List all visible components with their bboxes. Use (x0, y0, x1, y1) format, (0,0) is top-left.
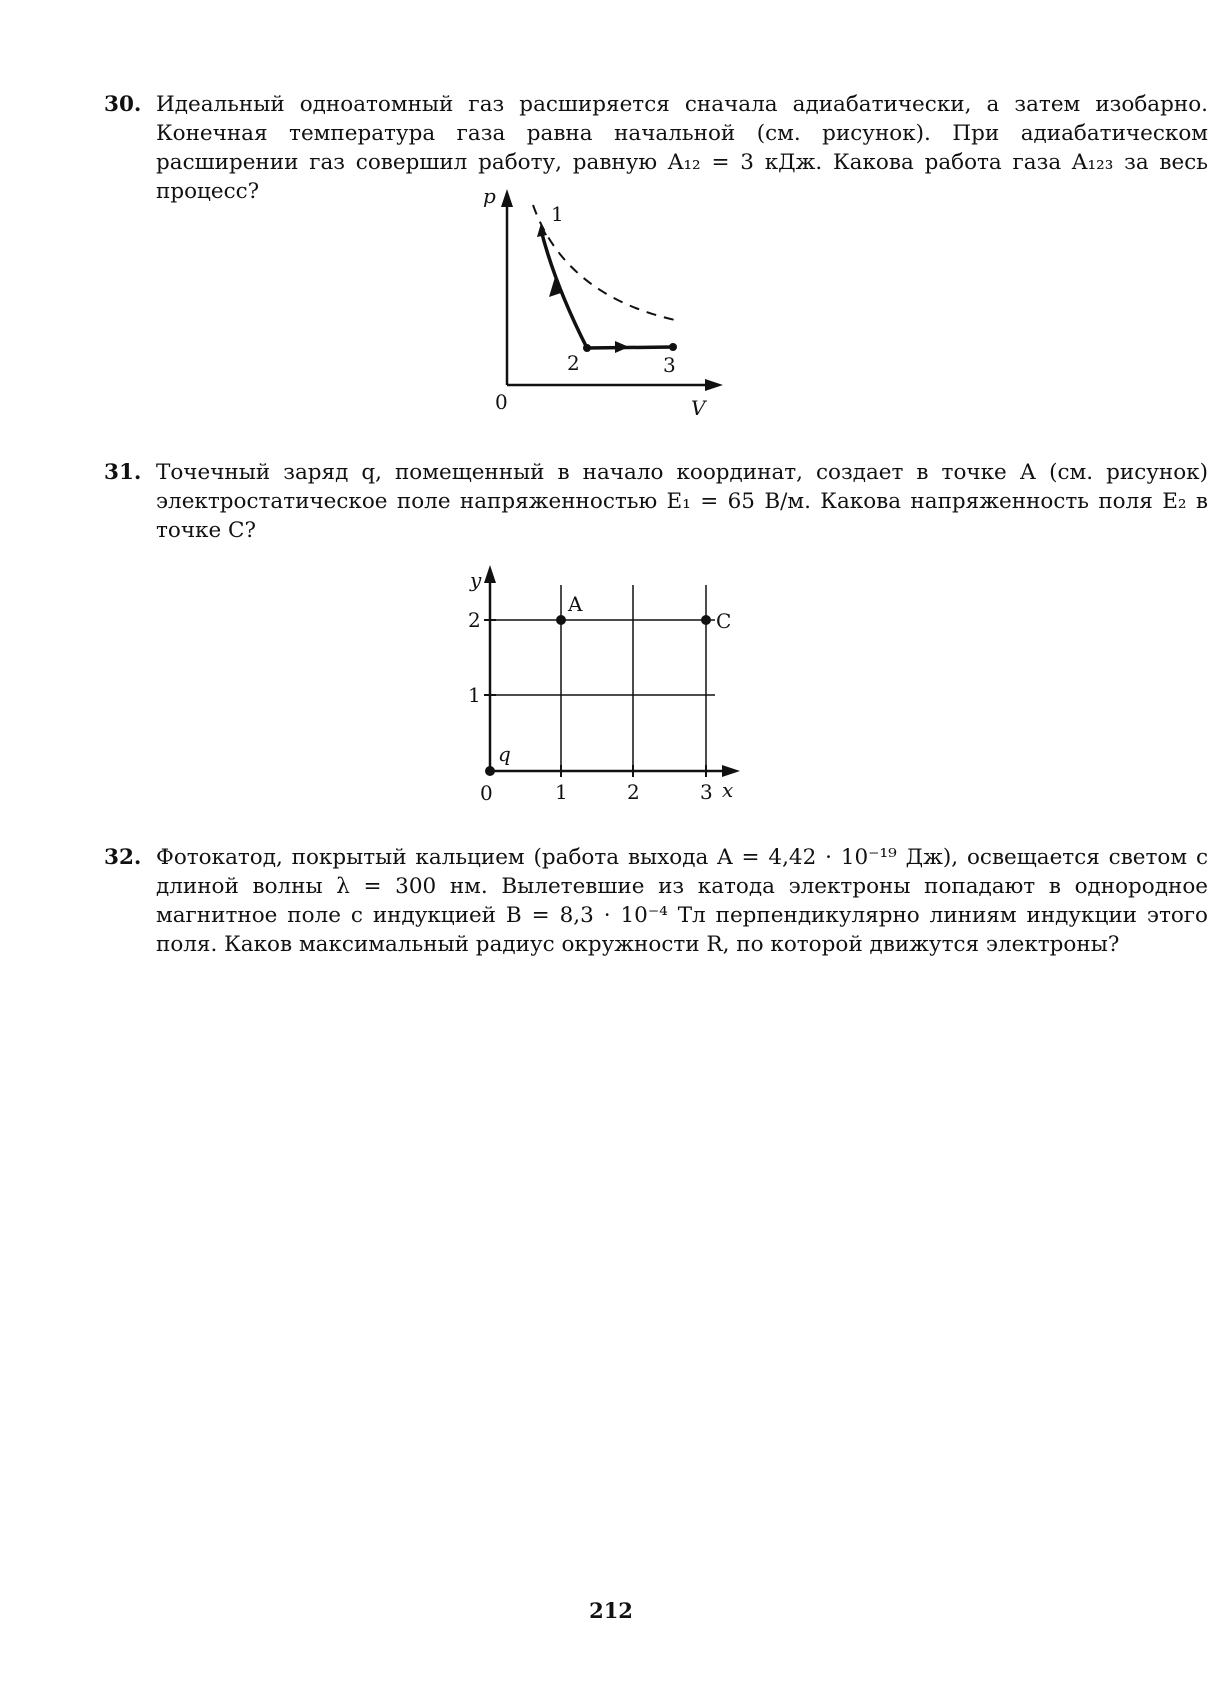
adiabat-curve (541, 230, 587, 348)
problem-number: 32. (104, 845, 142, 870)
origin-label: 0 (480, 781, 493, 805)
charge-label-q: q (498, 742, 511, 766)
problem-31 (104, 458, 1208, 545)
point-label-1: 1 (551, 202, 564, 226)
point-label-c: C (716, 609, 732, 633)
y-tick-1: 1 (468, 683, 481, 707)
problem-30 (104, 90, 1208, 206)
x-tick-1: 1 (555, 780, 568, 804)
problem-32 (104, 843, 1208, 959)
isobar-line (587, 347, 673, 348)
point-label-2: 2 (567, 351, 580, 375)
page-number: 212 (589, 1598, 633, 1623)
grid-figure (460, 565, 760, 805)
point-2 (583, 344, 591, 352)
axis-label-x: x (722, 778, 734, 802)
charge-q (485, 766, 495, 776)
point-3 (669, 343, 677, 351)
problem-number: 30. (104, 92, 142, 117)
x-tick-2: 2 (627, 780, 640, 804)
problem-number: 31. (104, 460, 142, 485)
point-label-3: 3 (663, 353, 676, 377)
arrow-adiabat (537, 223, 547, 237)
x-tick-3: 3 (700, 780, 713, 804)
axis-label-p: p (483, 184, 496, 208)
point-label-a: A (568, 592, 583, 616)
axis-label-y: y (470, 568, 482, 592)
y-tick-2: 2 (468, 608, 481, 632)
problem-text: Точечный заряд q, помещенный в начало координат, создает в точке А (см. рисунок) электростатическое поле напряженностью E₁ = 65 В/м. Какова напряженность поля E₂ в точке С? (156, 460, 1208, 543)
point-a (556, 615, 566, 625)
pv-diagram (483, 184, 745, 420)
origin-label: 0 (495, 390, 508, 414)
problem-text: Идеальный одноатомный газ расширяется сначала адиабатически, а затем изобарно. Конечная температура газа равна начальной (см. рисунок). При адиабатическом расширении газ совершил работу, равную A₁₂ = 3 кДж. Какова работа газа A₁₂₃ за весь процесс? (156, 92, 1208, 204)
point-c (701, 615, 711, 625)
problem-text: Фотокатод, покрытый кальцием (работа выхода A = 4,42 · 10⁻¹⁹ Дж), освещается светом с длиной волны λ = 300 нм. Вылетевшие из катода электроны попадают в однородное магнитное поле с индукцией B = 8,3 · 10⁻⁴ Тл перпендикулярно линиям индукции этого поля. Каков максимальный радиус окружности R, по которой движутся электроны? (156, 845, 1208, 957)
axis-label-v: V (691, 396, 706, 420)
